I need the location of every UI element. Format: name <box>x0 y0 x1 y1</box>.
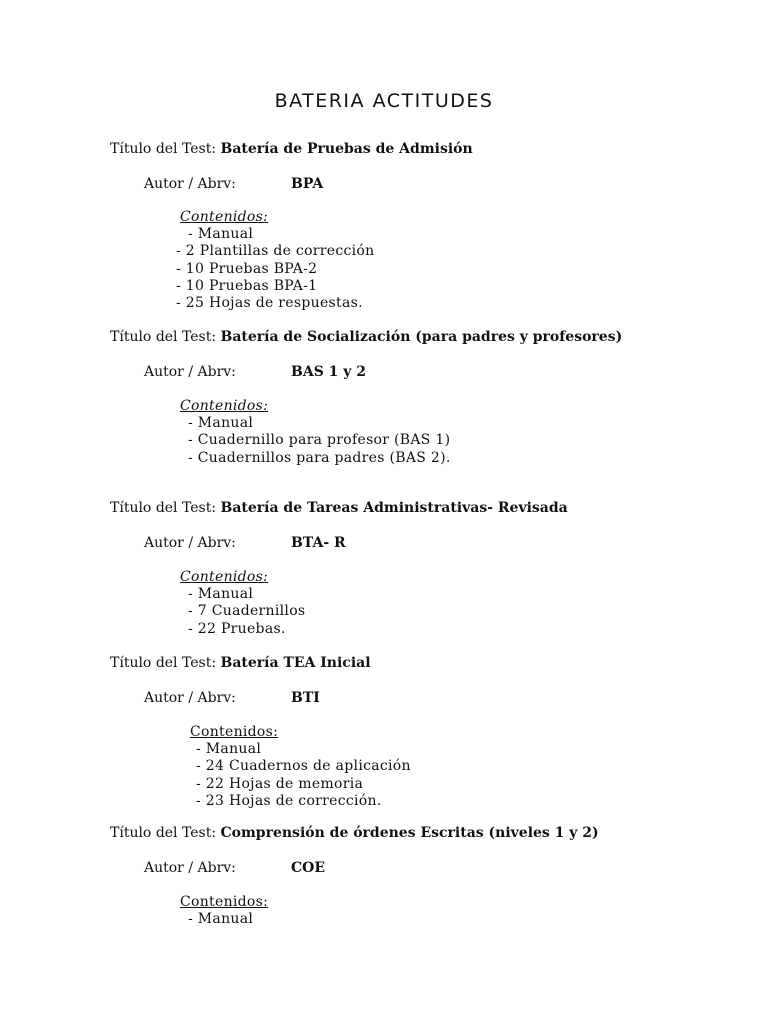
contents-item: - Manual <box>188 415 451 432</box>
author-label: Autor / Abrv: <box>144 176 236 192</box>
contents-list <box>180 415 451 467</box>
contents-list <box>188 741 411 810</box>
contents-item: - Manual <box>188 911 268 928</box>
contents-label: Contenidos: <box>180 569 269 585</box>
contents-label: Contenidos: <box>190 724 279 740</box>
author-value: COE <box>291 860 326 876</box>
author-line <box>144 690 320 707</box>
author-label: Autor / Abrv: <box>144 364 236 380</box>
test-title-value: Batería de Socialización (para padres y profesores) <box>220 329 623 345</box>
test-title-line <box>110 329 622 346</box>
contents-item: - Cuadernillo para profesor (BAS 1) <box>188 432 451 449</box>
author-value: BTA- R <box>291 535 346 551</box>
author-label: Autor / Abrv: <box>144 860 236 876</box>
contents-item: - 10 Pruebas BPA-2 <box>176 261 374 278</box>
author-line <box>144 364 367 381</box>
author-value: BAS 1 y 2 <box>291 364 367 380</box>
contents-block <box>180 209 374 312</box>
author-line <box>144 176 324 193</box>
test-title-line <box>110 500 568 517</box>
contents-item: - 2 Plantillas de corrección <box>176 243 374 260</box>
contents-item: - 23 Hojas de corrección. <box>196 793 411 810</box>
contents-block <box>180 569 305 638</box>
author-value: BTI <box>291 690 320 706</box>
author-line <box>144 860 326 877</box>
contents-item: - 22 Pruebas. <box>188 621 305 638</box>
contents-label: Contenidos: <box>180 209 269 225</box>
test-title-value: Batería TEA Inicial <box>220 655 371 671</box>
contents-block <box>180 894 268 928</box>
contents-block <box>190 724 411 810</box>
contents-item: - 7 Cuadernillos <box>188 603 305 620</box>
test-title-line <box>110 825 599 842</box>
test-title-line <box>110 655 371 672</box>
test-title-value: Comprensión de órdenes Escritas (niveles 1 y 2) <box>220 825 599 841</box>
author-label: Autor / Abrv: <box>144 690 236 706</box>
test-title-label: Título del Test: <box>110 329 217 345</box>
author-line <box>144 535 346 552</box>
contents-item: - 24 Cuadernos de aplicación <box>196 758 411 775</box>
contents-item: - Manual <box>188 586 305 603</box>
test-title-label: Título del Test: <box>110 825 217 841</box>
contents-item: - Manual <box>188 226 374 243</box>
contents-list <box>180 586 305 638</box>
test-title-value: Batería de Pruebas de Admisión <box>220 141 473 157</box>
contents-item: - Cuadernillos para padres (BAS 2). <box>188 450 451 467</box>
contents-block <box>180 398 451 467</box>
author-value: BPA <box>291 176 324 192</box>
contents-item: - 10 Pruebas BPA-1 <box>176 278 374 295</box>
document-title: BATERIA ACTITUDES <box>274 90 494 112</box>
test-title-label: Título del Test: <box>110 655 217 671</box>
contents-list <box>180 911 268 928</box>
contents-item: - 25 Hojas de respuestas. <box>176 295 374 312</box>
contents-item: - Manual <box>196 741 411 758</box>
contents-item: - 22 Hojas de memoria <box>196 776 411 793</box>
author-label: Autor / Abrv: <box>144 535 236 551</box>
contents-label: Contenidos: <box>180 894 269 910</box>
test-title-line <box>110 141 473 158</box>
contents-label: Contenidos: <box>180 398 269 414</box>
test-title-value: Batería de Tareas Administrativas- Revisada <box>220 500 568 516</box>
test-title-label: Título del Test: <box>110 500 217 516</box>
contents-list <box>180 226 374 312</box>
test-title-label: Título del Test: <box>110 141 217 157</box>
